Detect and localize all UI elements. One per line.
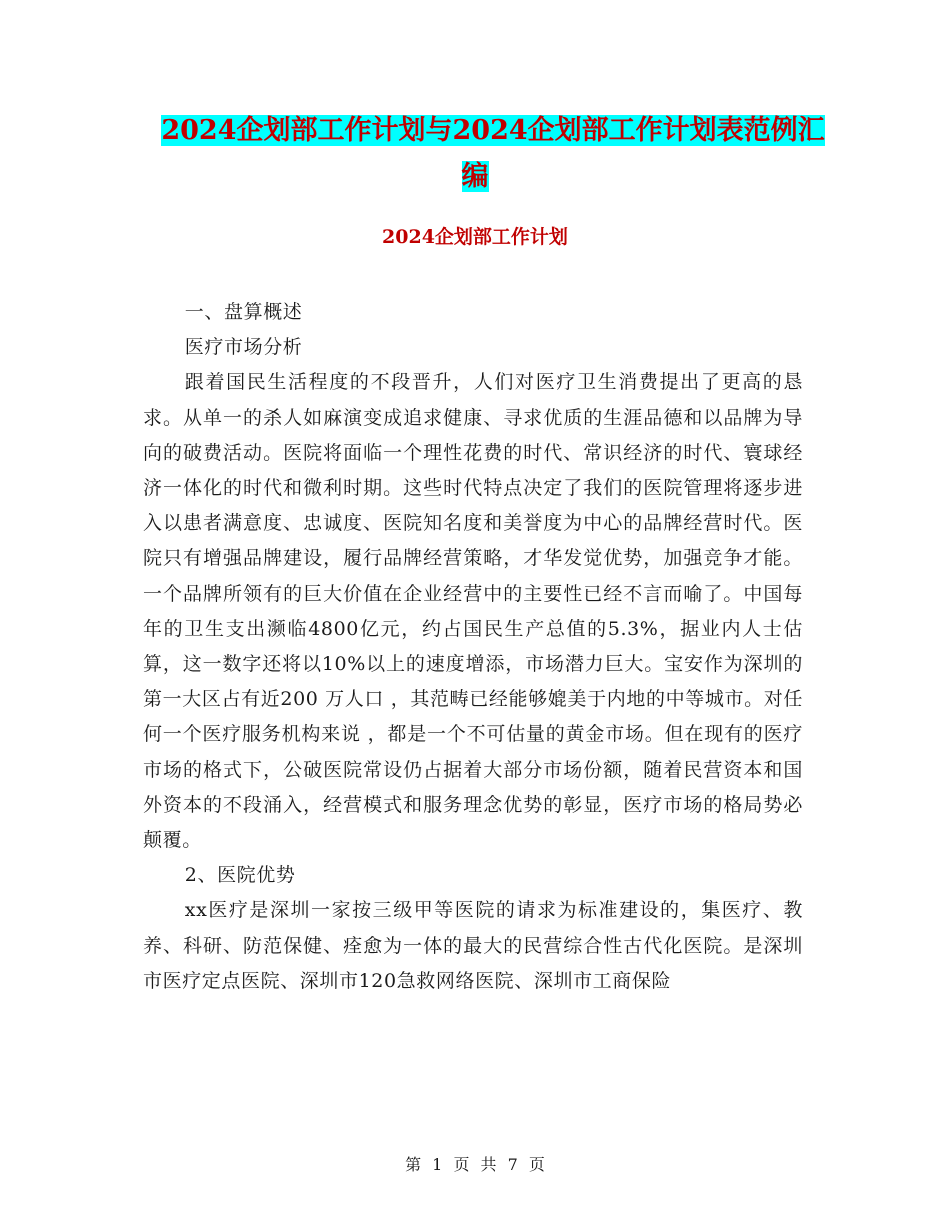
document-title [0, 108, 950, 200]
paragraph-market-analysis: 跟着国民生活程度的不段晋升，人们对医疗卫生消费提出了更高的恳求。从单一的杀人如麻演变成追求健康、寻求优质的生涯品德和以品牌为导向的破费活动。医院将面临一个理性花费的时代、常识经济的时代、寰球经济一体化的时代和微利时期。这些时代特点决定了我们的医院管理将逐步进入以患者满意度、忠诚度、医院知名度和美誉度为中心的品牌经营时代。医院只有增强品牌建设，履行品牌经营策略，才华发觉优势，加强竞争才能。一个品牌所领有的巨大价值在企业经营中的主要性已经不言而喻了。中国每年的卫生支出濒临4800亿元，约占国民生产总值的5.3%，据业内人士估算，这一数字还将以10%以上的速度增添，市场潜力巨大。宝安作为深圳的第一大区占有近200 万人口 ，其范畴已经能够媲美于内地的中等城市。对任何一个医疗服务机构来说 ，都是一个不可估量的黄金市场。但在现有的医疗市场的格式下，公破医院常设仍占据着大部分市场份额，随着民营资本和国外资本的不段涌入，经营模式和服务理念优势的彰显，医疗市场的格局势必颠覆。 [143, 371, 803, 852]
document-title-line1: 2024企划部工作计划与2024企划部工作计划表范例汇 [161, 115, 825, 146]
document-body [143, 295, 803, 999]
document-title-line2: 编 [461, 161, 489, 192]
heading-hospital-advantages: 2、医院优势 [184, 864, 296, 887]
heading-plan-overview: 一、盘算概述 [184, 301, 303, 323]
section-title: 2024企划部工作计划 [382, 226, 568, 248]
heading-market-analysis: 医疗市场分析 [184, 336, 303, 359]
page-footer: 第 1 页 共 7 页 [405, 1155, 545, 1174]
paragraph-hospital-advantages: xx医疗是深圳一家按三级甲等医院的请求为标准建设的，集医疗、教养、科研、防范保健、痊愈为一体的最大的民营综合性古代化医院。是深圳市医疗定点医院、深圳市120急救网络医院、深圳市工商保险 [143, 899, 803, 992]
